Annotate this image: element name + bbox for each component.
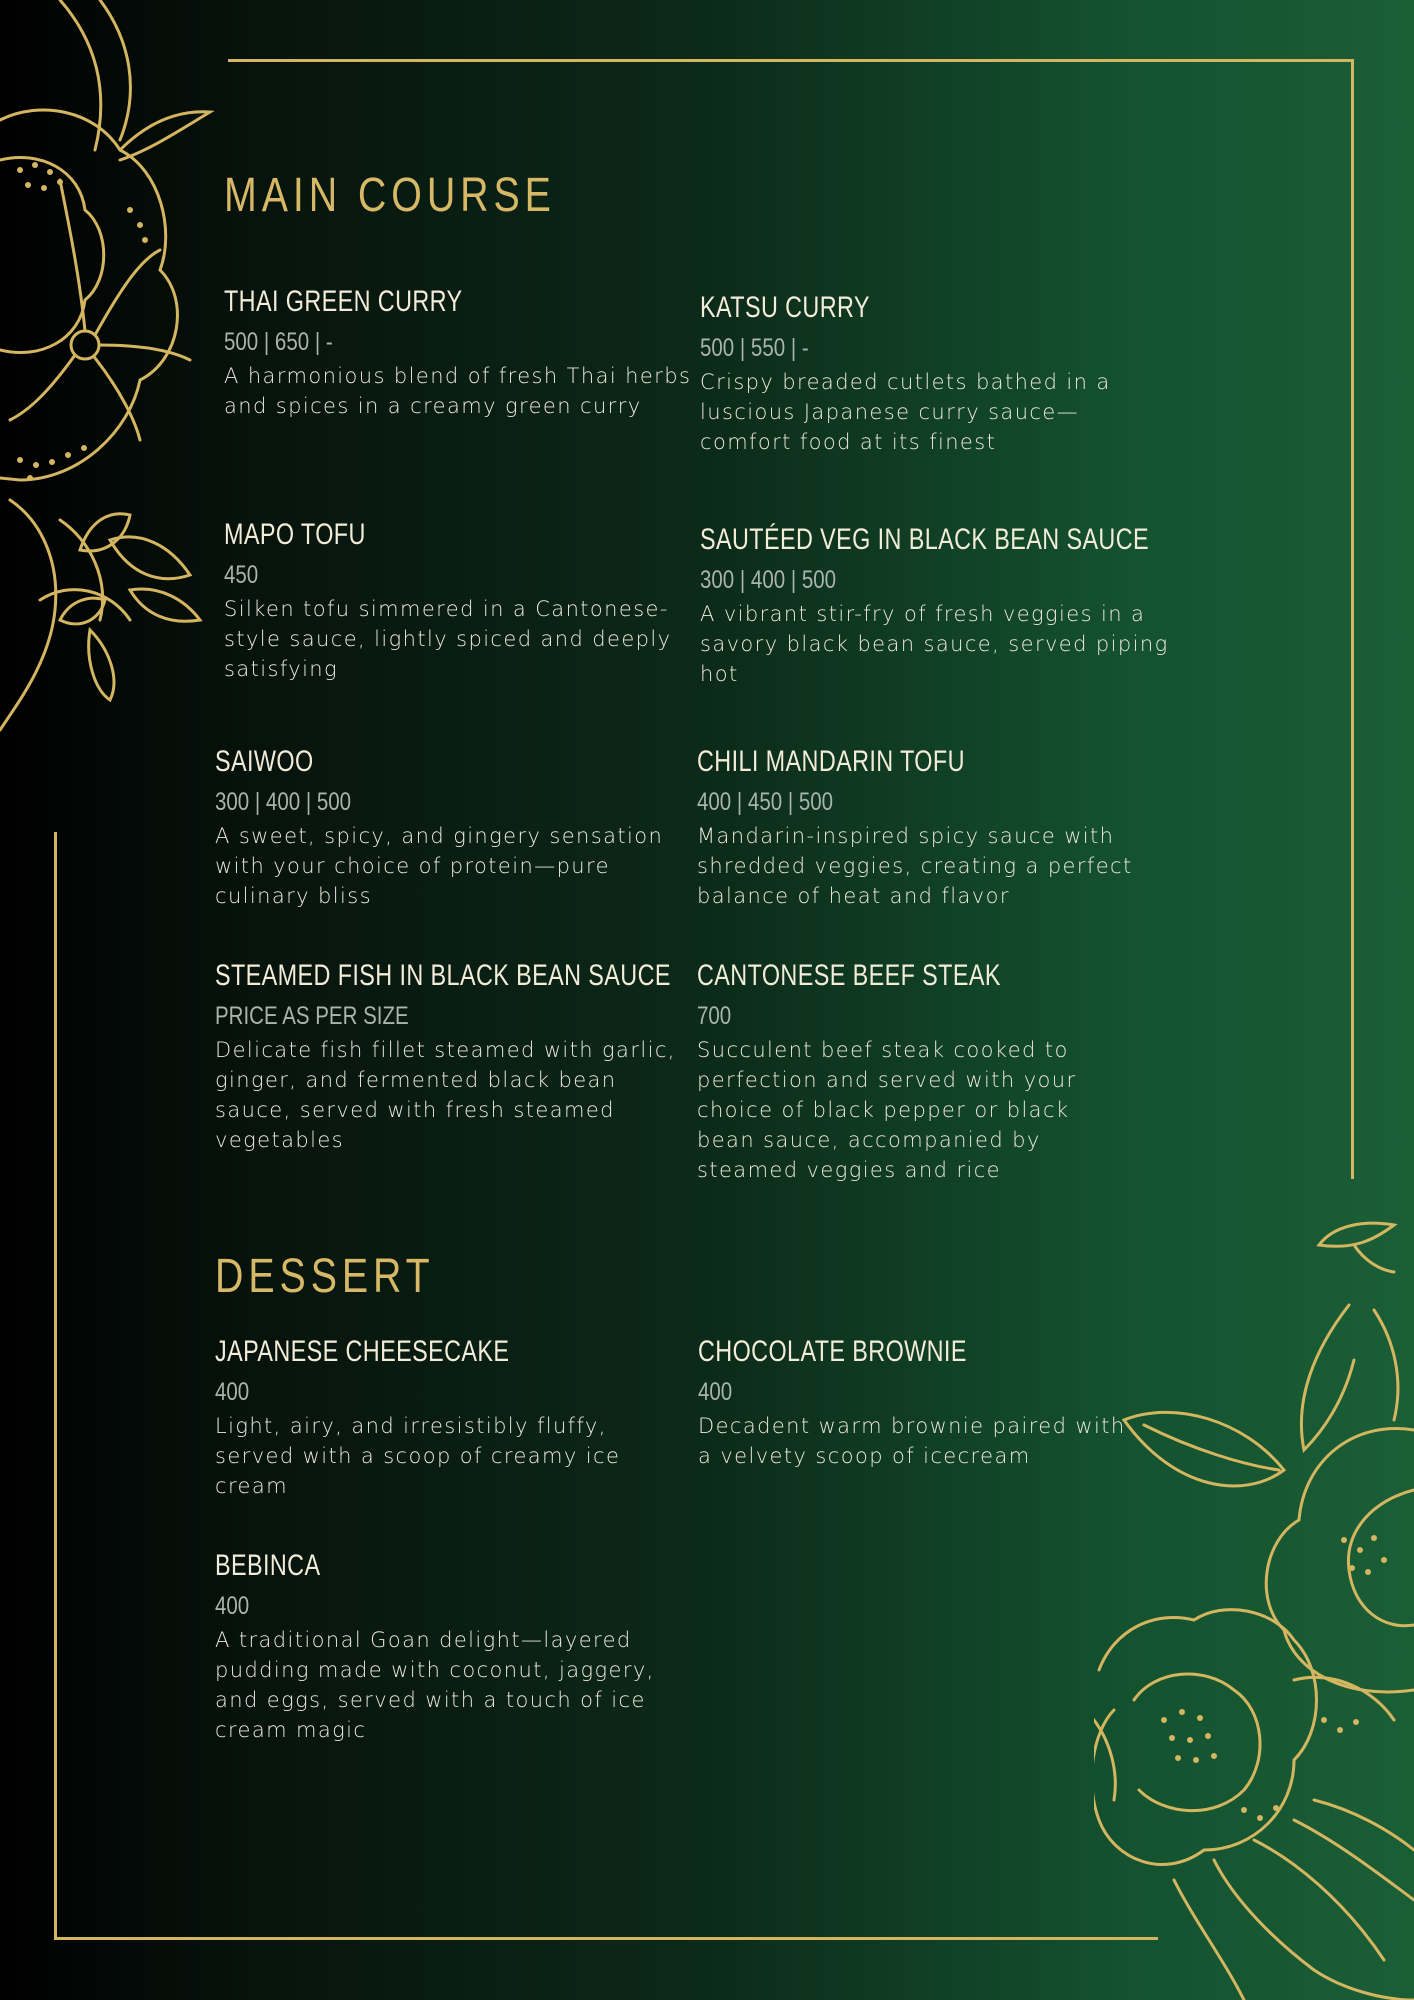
item-name: SAUTÉED VEG IN BLACK BEAN SAUCE bbox=[700, 523, 1150, 556]
section-title-main-course: MAIN COURSE bbox=[224, 169, 556, 222]
menu-item-japanese-cheesecake bbox=[215, 1333, 685, 1501]
item-name: SAIWOO bbox=[215, 745, 314, 778]
item-name: KATSU CURRY bbox=[700, 291, 870, 324]
item-name: CHOCOLATE BROWNIE bbox=[698, 1335, 967, 1368]
floral-illustration-top-left bbox=[0, 0, 230, 740]
menu-item-steamed-fish bbox=[215, 957, 685, 1155]
frame-right-line bbox=[1351, 59, 1354, 1179]
item-name: STEAMED FISH IN BLACK BEAN SAUCE bbox=[215, 959, 671, 992]
frame-top-line bbox=[228, 59, 1354, 62]
item-price: 400 bbox=[698, 1378, 733, 1406]
item-price: 400 bbox=[215, 1592, 250, 1620]
menu-item-cantonese-beef-steak bbox=[697, 957, 1117, 1185]
floral-illustration-bottom-right bbox=[1094, 1200, 1414, 2000]
item-price: 500 | 550 | - bbox=[700, 334, 809, 362]
item-price: PRICE AS PER SIZE bbox=[215, 1002, 409, 1030]
item-description: A harmonious blend of fresh Thai herbs and spices in a creamy green curry bbox=[224, 364, 692, 418]
item-name: CANTONESE BEEF STEAK bbox=[697, 959, 1001, 992]
item-name: THAI GREEN CURRY bbox=[224, 285, 463, 318]
item-description: A vibrant stir-fry of fresh veggies in a savory black bean sauce, served piping hot bbox=[700, 602, 1169, 686]
menu-item-katsu-curry bbox=[700, 289, 1170, 457]
menu-item-saiwoo bbox=[215, 743, 685, 911]
item-price: 500 | 650 | - bbox=[224, 328, 333, 356]
menu-item-chili-mandarin-tofu bbox=[697, 743, 1167, 911]
frame-bottom-line bbox=[54, 1937, 1158, 1940]
menu-item-bebinca bbox=[215, 1547, 685, 1745]
item-description: Light, airy, and irresistibly fluffy, served with a scoop of creamy ice cream bbox=[215, 1414, 621, 1498]
item-price: 400 bbox=[215, 1378, 250, 1406]
item-price: 300 | 400 | 500 bbox=[700, 566, 837, 594]
item-name: CHILI MANDARIN TOFU bbox=[697, 745, 965, 778]
item-price: 700 bbox=[697, 1002, 732, 1030]
item-description: Mandarin-inspired spicy sauce with shredded veggies, creating a perfect balance of heat and flavor bbox=[697, 824, 1133, 908]
menu-item-sauteed-veg-black-bean bbox=[700, 521, 1170, 689]
menu-item-mapo-tofu bbox=[224, 516, 694, 684]
item-price: 450 bbox=[224, 561, 259, 589]
item-price: 400 | 450 | 500 bbox=[697, 788, 834, 816]
frame-left-line bbox=[54, 832, 57, 1940]
item-description: Crispy breaded cutlets bathed in a luscious Japanese curry sauce—comfort food at its finest bbox=[700, 370, 1111, 454]
item-name: MAPO TOFU bbox=[224, 518, 366, 551]
menu-item-thai-green-curry bbox=[224, 283, 694, 421]
item-name: BEBINCA bbox=[215, 1549, 321, 1582]
item-description: A traditional Goan delight—layered pudding made with coconut, jaggery, and eggs, served with a touch of ice cream magic bbox=[215, 1628, 655, 1742]
item-description: Silken tofu simmered in a Cantonese-style sauce, lightly spiced and deeply satisfying bbox=[224, 597, 672, 681]
section-title-dessert: DESSERT bbox=[215, 1250, 435, 1303]
item-description: Succulent beef steak cooked to perfection and served with your choice of black pepper or black bean sauce, accompanied by steamed veggies and rice bbox=[697, 1038, 1077, 1182]
item-name: JAPANESE CHEESECAKE bbox=[215, 1335, 510, 1368]
item-price: 300 | 400 | 500 bbox=[215, 788, 352, 816]
menu-item-chocolate-brownie bbox=[698, 1333, 1138, 1471]
item-description: Delicate fish fillet steamed with garlic, ginger, and fermented black bean sauce, served with fresh steamed vegetables bbox=[215, 1038, 676, 1152]
item-description: Decadent warm brownie paired with a velvety scoop of icecream bbox=[698, 1414, 1126, 1468]
item-description: A sweet, spicy, and gingery sensation with your choice of protein—pure culinary bliss bbox=[215, 824, 664, 908]
